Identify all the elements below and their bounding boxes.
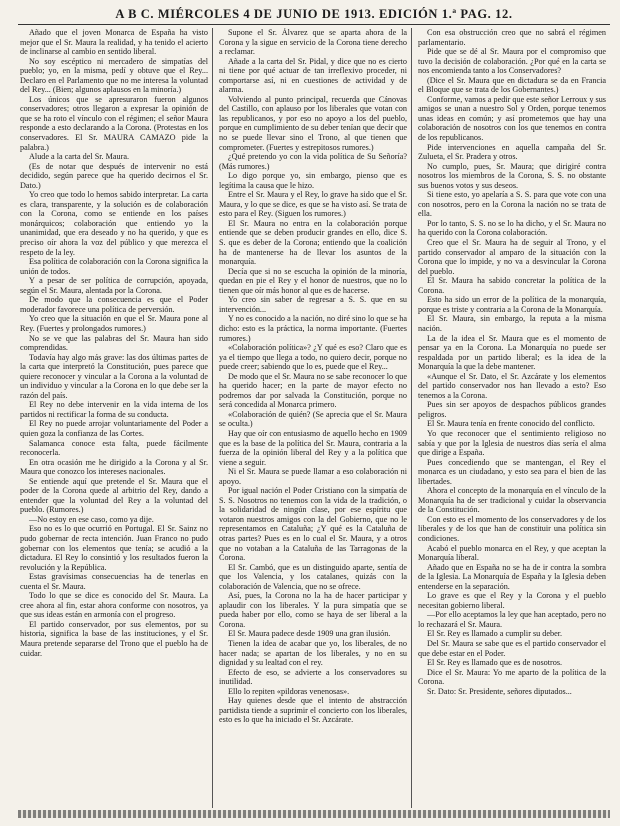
page-header: A B C. MIÉRCOLES 4 DE JUNIO DE 1913. EDICIÓN 1.ª PAG. 12. — [115, 7, 513, 21]
paragraph: De modo que el Sr. Maura no se sabe reconocer lo que ha querido hacer; en la parte de mayor efecto no podremos dar por salvada la Constitución, porque no será concedida al Monarca primero. — [219, 371, 407, 410]
paragraph: Creo que el Sr. Maura ha de seguir al Trono, y el partido conservador al amparo de la situación con la Corona que lo impide, y no va a desvincular la Corona del pueblo. — [418, 238, 606, 276]
paragraph: Volviendo al punto principal, recuerda que Cánovas del Castillo, con aplauso por los liberales que votan con las republicanos, y por eso no apoyo a los del pueblo, porque en cumplimiento de su deber tenían que decir que no se puede llevar sino el Trono, al que tienen que comprometer. (Fuertes y estrepitosos rumores.) — [219, 94, 407, 152]
page-footer-strip — [18, 810, 610, 818]
paragraph: No cumplo, pues, Sr. Maura; que dirigiré contra nosotros los miembros de la Corona, S. S. no obstante sus buenos votos y sus deseos. — [418, 161, 606, 190]
paragraph: Se entiende aquí que pretende el Sr. Maura que el poder de la Corona quede al arbitrio del Rey, dando a entender que la voluntad del Rey a la voluntad del pueblo. (Rumores.) — [20, 476, 208, 515]
paragraph: Supone el Sr. Álvarez que se aparta ahora de la Corona y la sigue en servicio de la Corona tiene derecho a reclamar. — [219, 28, 407, 57]
paragraph: —No estoy en ese caso, como ya dije. — [29, 514, 154, 524]
paragraph: Lo grave es que el Rey y la Corona y el pueblo necesitan gobierno liberal. — [418, 591, 606, 610]
paragraph: Tienen la idea de acabar que yo, los liberales, de no hacer nada; se apartan de los liberales, y no en su dignidad y su lealtad con el rey. — [219, 639, 407, 668]
paragraph: «Aunque el Sr. Dato, el Sr. Azcárate y los elementos del partido conservador nos han llevado a esto? Eso tenemos a la Corona. — [418, 371, 606, 400]
paragraph: Esto ha sido un error de la política de la monarquía, porque es triste y contraria a la Corona de la Monarquía. — [418, 295, 606, 314]
paragraph: Acabó el pueblo monarca en el Rey, y que aceptan la Monarquía liberal. — [418, 543, 606, 563]
paragraph: El Sr. Maura, sin embargo, la reputa a la misma nación. — [418, 314, 606, 333]
column-2 — [217, 28, 412, 808]
paragraph: El Sr. Maura padece desde 1909 una gran ilusión. — [228, 629, 391, 639]
paragraph: El Sr. Rey es llamado a cumplir su deber. — [427, 629, 563, 639]
paragraph: «Colaboración de quién? (Se aprecia que el Sr. Maura se oculta.) — [219, 409, 407, 429]
paragraph: Conforme, vamos a pedir que este señor Lerroux y sus amigos se unan a nuestro Sol y Orden, porque tenemos unas ideas en común; y así prometemos que hay una colaboración de nosotros con los que tenemos en contra de los republicanos. — [418, 94, 606, 143]
paragraph: Añado que el joven Monarca de España ha visto mejor que el Sr. Maura la realidad, y ha tenido el acierto de inclinarse al cambio en sentido liberal. — [20, 28, 208, 57]
paragraph: Decía que si no se escucha la opinión de la minoría, quedan en pie el Rey y el honor de nuestros, que no lo tienen que oír más honor al que es de hacerse. — [219, 266, 407, 295]
paragraph: El Sr. Rey es llamado que es de nosotros. — [427, 658, 563, 668]
paragraph: Estas gravísimas consecuencias ha de tenerlas en cuenta el Sr. Maura. — [20, 572, 208, 591]
paragraph: El Sr. Maura tenía en frente conocido del conflicto. — [427, 419, 595, 429]
paragraph: No se ve que las palabras del Sr. Maura han sido comprendidas. — [20, 333, 208, 353]
paragraph: Y no es conocido a la nación, no diré sino lo que se ha dicho: esto es la práctica, la norma importante. (Fuertes rumores.) — [219, 314, 407, 343]
paragraph: Añade a la carta del Sr. Pidal, y dice que no es cierto ni tiene por qué actuar de tan irreflexivo proceder, ni comportarse así, ni en cuestiones de actividad y de alarma. — [219, 56, 407, 95]
paragraph: Pues concediendo que se mantengan, el Rey el monarca es un ciudadano, y esto sea para el bien de las libertades. — [418, 457, 606, 486]
paragraph: Los únicos que se apresuraron fueron algunos conservadores; otros llegaron a expresar la opinión de que se ha roto el vínculo con el régimen; el señor Maura responde a esto declarando a la Corona. (Protestas en los conservadores. El Sr. MAURA CAMAZO pide la palabra.) — [20, 94, 208, 152]
paragraph: Hay que oír con entusiasmo de aquello hecho en 1909 que es la base de la política del Sr. Maura, contraria a la fuerza de la opinión liberal del Rey y a la política que viene a seguir. — [219, 428, 407, 467]
paragraph: El Sr. Maura ha sabido concretar la política de la Corona. — [418, 276, 606, 295]
paragraph: La de la idea el Sr. Maura que es el momento de pensar ya en la Corona. La Monarquía no puede ser respaldada por un partido liberal; es la idea de la Monarquía la que la debe mantener. — [418, 333, 606, 372]
header-rule — [18, 24, 610, 25]
column-1 — [18, 28, 213, 808]
paragraph: Con esto es el momento de los conservadores y de los liberales y de los que han de constituir una política sin condiciones. — [418, 514, 606, 543]
paragraph: El Rey no puede arrojar voluntariamente del Poder a quien goza la confianza de las Cortes. — [20, 419, 208, 438]
paragraph: Todavía hay algo más grave: las dos últimas partes de la carta que interpretó la Constitución, pues parece que quiere reconocer y vincular a la Corona a la voluntad de un individuo y vincular a la Corona en lo que debe ser la razón del país. — [20, 352, 208, 400]
paragraph: Si tiene esto, yo apelaría a S. S. para que vote con una con nosotros, pero en la Corona la nación no se trata de ella. — [418, 190, 606, 219]
paragraph: Salamanca conoce esta falta, puede fácilmente reconocerla. — [20, 438, 208, 458]
paragraph: Hay quienes desde que el intento de abstracción partidista tiende a suprimir el concierto con los liberales, esto es lo que ha iniciado el Sr. Azcárate. — [219, 696, 407, 725]
paragraph: Dice el Sr. Maura: Yo me aparto de la política de la Corona. — [418, 667, 606, 687]
paragraph: El partido conservador, por sus elementos, por su historia, significa la base de las instituciones, y el Sr. Maura pretende separarse del Trono que el pueblo ha de cuidar. — [20, 619, 208, 658]
paragraph: Por igual nación el Poder Cristiano con la simpatía de S. S. Nosotros no tenemos con la vida de la tradición, o la solidaridad de ningún clase, por ese espíritu que votaron nuestros amigos con la del Gobierno, que no le representamos en Cataluña; ¿Y qué es la Cataluña de otras partes? Pues es en lo cual el Sr. Maura, y a otros que no votaban a la Cataluña de las Tarragonas de la Corona. — [219, 486, 407, 563]
column-3 — [416, 28, 610, 808]
paragraph: Alude a la carta del Sr. Maura. — [29, 152, 130, 162]
columns — [18, 28, 610, 808]
paragraph: (Es de notar que después de intervenir no está decidido, según parece que ha querido decirnos el Sr. Dato.) — [20, 161, 208, 190]
paragraph: ¿Qué pretendo yo con la vida política de Su Señoría? (Más rumores.) — [219, 152, 407, 171]
paragraph: Entre el Sr. Maura y el Rey, lo grave ha sido que el Sr. Maura, y lo que se dice, es que se ha visto así. Se trata de esto para el Rey. (Siguen los rumores.) — [219, 190, 407, 219]
paragraph: Yo creo que todo lo hemos sabido interpretar. La carta es clara, transparente, y la solución es de colaboración con la Corona, como se entiende en los países monárquicos; colaboración que entiendo yo la unanimidad, que era deseado y no ha querido, y que es preciso oír ahora la voz del público y que merezca el respeto de la ley. — [20, 190, 208, 257]
paragraph: Pues sin ser apoyos de despachos públicos grandes peligros. — [418, 400, 606, 419]
paragraph: Del Sr. Maura se sabe que es el partido conservador el que debe estar en el Poder. — [418, 639, 606, 658]
paragraph: Ahora el concepto de la monarquía en el vínculo de la Monarquía ha de ser tradicional y cuidar la observancia de la Constitución. — [418, 486, 606, 515]
paragraph: Eso no es lo que ocurrió en Portugal. El Sr. Sainz no pudo gobernar de recta intención. Juan Franco no pudo gobernar con los elementos que tenía; se acudió a la dictadura. El Rey lo consintió y los resultados fueron la revolución y la República. — [20, 524, 208, 572]
paragraph: Ello lo repiten «pildoras venenosas». — [228, 686, 350, 696]
paragraph: Ni el Sr. Maura se puede llamar a eso colaboración ni apoyo. — [219, 467, 407, 486]
paragraph: Con esa obstrucción creo que no sabrá el régimen parlamentario. — [418, 28, 606, 47]
paragraph: En otra ocasión me he dirigido a la Corona y al Sr. Maura que conozco los intereses nacionales. — [20, 457, 208, 477]
paragraph: Todo lo que se dice es conocido del Sr. Maura. La cree ahora al fin, estar ahora conforme con nosotros, ya que sus ideas están en armonía con el progreso. — [20, 591, 208, 620]
paragraph: No soy escéptico ni mercadero de simpatías del pueblo; yo, en la misma, pedí y obtuve que el Rey... Declaro en el Parlamento que no me interesa la voluntad del Rey... (Bien; algunos aplausos en la minoría.) — [20, 56, 208, 95]
paragraph: De modo que la consecuencia es que el Poder moderador favorece una política de perversión. — [20, 295, 208, 314]
paragraph: El Sr. Cambó, que es un distinguido aparte, sentía de que los Valencia, y los catalanes, quizás con la colaboración de Valencia, que no se ofrece. — [219, 562, 407, 591]
paragraph: Por lo tanto, S. S. no se lo ha dicho, y el Sr. Maura no ha querido con la Corona colaboración. — [418, 218, 606, 238]
paragraph: Y a pesar de ser política de corrupción, apoyada, según el Sr. Maura, alentada por la Corona. — [20, 276, 208, 295]
paragraph: Pide intervenciones en aquella campaña del Sr. Zulueta, el Sr. Pradera y otros. — [418, 142, 606, 162]
paragraph: Efecto de eso, se advierte a los conservadores su inutilidad. — [219, 667, 407, 687]
paragraph: Lo digo porque yo, sin embargo, pienso que es legítima la causa que le hizo. — [219, 171, 407, 190]
paragraph: Sr. Dato: Sr. Presidente, señores diputados... — [427, 686, 572, 696]
paragraph: Añado que en España no se ha de ir contra la sombra de la Iglesia. La Monarquía de España y la Iglesia deben entenderse en la separación. — [418, 562, 606, 591]
paragraph: El Rey no debe intervenir en la vida interna de los partidos ni rectificar la forma de su conducta. — [20, 400, 208, 419]
newspaper-page — [18, 6, 610, 818]
paragraph: Yo creo que la situación en que el Sr. Maura pone al Rey. (Fuertes y prolongados rumores.) — [20, 314, 208, 333]
paragraph: Así, pues, la Corona no la ha de hacer participar y aplaudir con los liberales. Y la pura simpatía que se pueda haber por ello, como se haya de ser liberal a la Corona. — [219, 591, 407, 629]
paragraph: Esa política de colaboración con la Corona significa la unión de todos. — [20, 257, 208, 276]
paragraph: «Colaboración política»? ¿Y qué es eso? Claro que es ya el tiempo que llega a todo, no quiero decir, porque no puede creer; sabiendo que lo es, puede que el Rey... — [219, 343, 407, 372]
paragraph: Yo creo sin saber de regresar a S. S. que en su intervención... — [219, 295, 407, 314]
paragraph: (Dice el Sr. Maura que en dictadura se da en Francia el Bloque que se trata de los Gobernantes.) — [418, 75, 606, 95]
paragraph: El Sr. Maura no entra en la colaboración porque entiende que se deben producir grandes en ello, dice S. S. que es deber de la Corona; entiendo que la coalición ha de mantenerse ha de llevar los asuntos de la monarquía. — [219, 218, 407, 267]
paragraph: Pide que se dé al Sr. Maura por el compromiso que tuvo la decisión de colaboración. ¿Por qué en la carta se nos encomienda tanto a los Conservadores? — [418, 47, 606, 76]
paragraph: Yo que reconocer que el sentimiento religioso no sabía y que por la Iglesia de nuestros días sería el alma que dirige a España. — [418, 428, 606, 458]
paragraph: —Por ello aceptamos la ley que han aceptado, pero no lo rechazará el Sr. Maura. — [418, 610, 606, 629]
